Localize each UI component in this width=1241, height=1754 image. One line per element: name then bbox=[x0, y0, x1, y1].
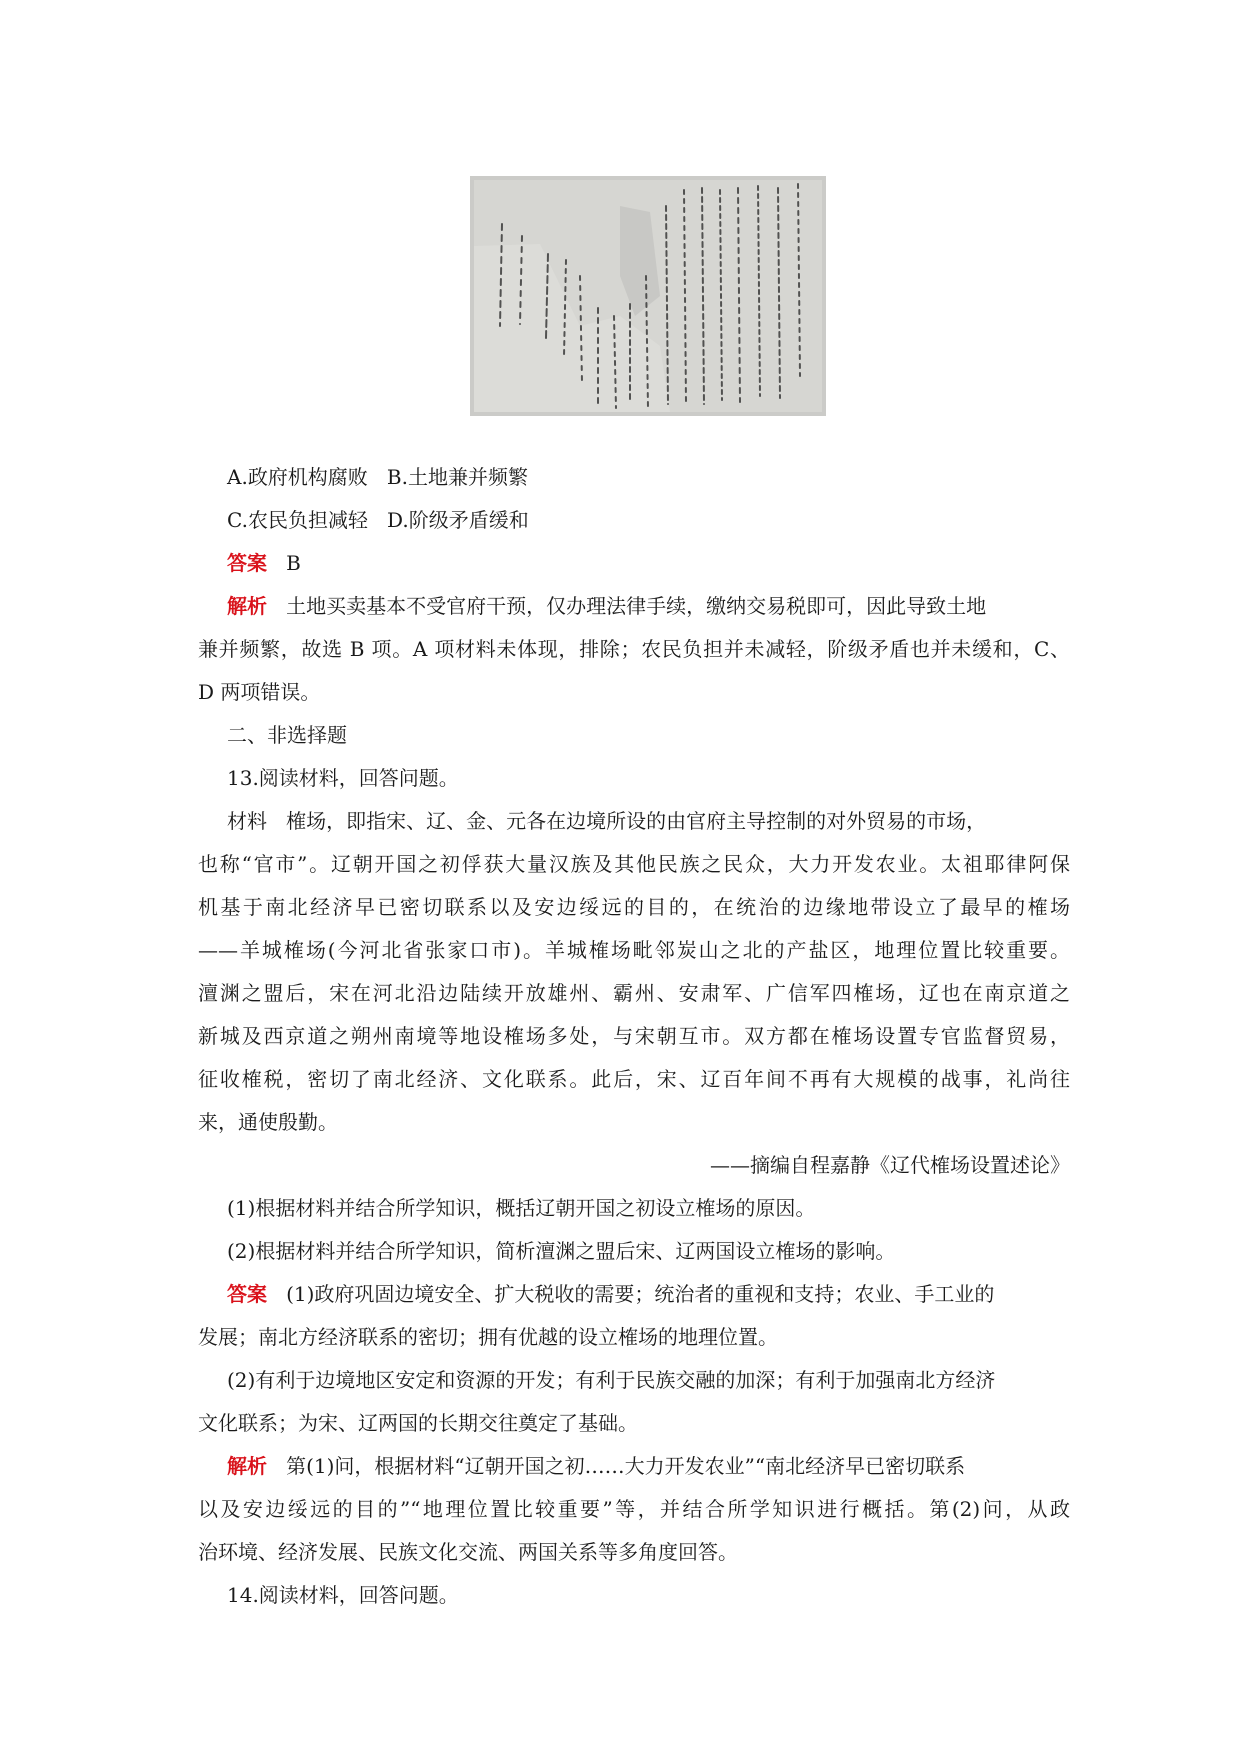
q13-analysis-line-1 bbox=[227, 1445, 965, 1488]
q12-analysis-line-2: 兼并频繁，故选 B 项。A 项材料未体现，排除；农民负担并未减轻，阶级矛盾也并未缓和，C、 bbox=[198, 637, 1070, 661]
q13-analysis-line-3: 治环境、经济发展、民族文化交流、两国关系等多角度回答。 bbox=[198, 1540, 738, 1564]
analysis-text: 土地买卖基本不受官府干预，仅办理法律手续，缴纳交易税即可，因此导致土地 bbox=[286, 594, 987, 618]
q13-subquestion-1: (1)根据材料并结合所学知识，概括辽朝开国之初设立榷场的原因。 bbox=[227, 1196, 816, 1220]
q12-analysis-line-3: D 两项错误。 bbox=[198, 680, 321, 704]
option-c-text: 农民负担减轻 bbox=[247, 508, 368, 532]
q13-material-line-6: 新城及西京道之朔州南境等地设榷场多处，与宋朝互市。双方都在榷场设置专官监督贸易， bbox=[198, 1024, 1070, 1048]
q13-material-line-3: 机基于南北经济早已密切联系以及安边绥远的目的，在统治的边缘地带设立了最早的榷场 bbox=[198, 895, 1070, 919]
answer-label: 答案 bbox=[227, 551, 267, 575]
answer-value: B bbox=[286, 551, 301, 575]
q13-material-line-7: 征收榷税，密切了南北经济、文化联系。此后，宋、辽百年间不再有大规模的战事，礼尚往 bbox=[198, 1067, 1070, 1091]
q12-answer bbox=[227, 542, 301, 585]
analysis-label: 解析 bbox=[227, 1454, 267, 1478]
q13-material-line-4: ——羊城榷场(今河北省张家口市)。羊城榷场毗邻炭山之北的产盐区，地理位置比较重要。 bbox=[198, 938, 1070, 962]
q13-answer-line-1 bbox=[227, 1273, 994, 1316]
q13-answer-line-2: 发展；南北方经济联系的密切；拥有优越的设立榷场的地理位置。 bbox=[198, 1325, 778, 1349]
analysis-text: 第(1)问，根据材料“辽朝开国之初……大力开发农业”“南北经济早已密切联系 bbox=[286, 1454, 966, 1478]
q13-stem: 13.阅读材料，回答问题。 bbox=[227, 766, 459, 790]
q13-material-line-1 bbox=[227, 800, 986, 843]
historical-deed-image bbox=[470, 176, 826, 416]
option-a-letter: A. bbox=[227, 465, 248, 489]
answer-label: 答案 bbox=[227, 1282, 267, 1306]
answer-text: (1)政府巩固边境安全、扩大税收的需要；统治者的重视和支持；农业、手工业的 bbox=[286, 1282, 995, 1306]
q13-subquestion-2: (2)根据材料并结合所学知识，简析澶渊之盟后宋、辽两国设立榷场的影响。 bbox=[227, 1239, 896, 1263]
option-d-text: 阶级矛盾缓和 bbox=[408, 508, 529, 532]
q13-answer-line-4: 文化联系；为宋、辽两国的长期交往奠定了基础。 bbox=[198, 1411, 638, 1435]
section-title: 二、非选择题 bbox=[227, 723, 347, 747]
q13-material-line-2: 也称“官市”。辽朝开国之初俘获大量汉族及其他民族之民众，大力开发农业。太祖耶律阿保 bbox=[198, 852, 1070, 876]
option-d-letter: D. bbox=[387, 508, 409, 532]
option-b-text: 土地兼并频繁 bbox=[407, 465, 528, 489]
q13-source: ——摘编自程嘉静《辽代榷场设置述论》 bbox=[710, 1153, 1070, 1177]
manuscript-drawing bbox=[470, 176, 826, 416]
q13-material-line-5: 澶渊之盟后，宋在河北沿边陆续开放雄州、霸州、安肃军、广信军四榷场，辽也在南京道之 bbox=[198, 981, 1070, 1005]
analysis-label: 解析 bbox=[227, 594, 267, 618]
options-line-ab bbox=[227, 456, 528, 499]
option-b-letter: B. bbox=[386, 465, 408, 489]
q13-answer-line-3: (2)有利于边境地区安定和资源的开发；有利于民族交融的加深；有利于加强南北方经济 bbox=[227, 1368, 996, 1392]
material-label: 材料 bbox=[227, 809, 267, 833]
option-c-letter: C. bbox=[227, 508, 248, 532]
q13-analysis-line-2: 以及安边绥远的目的”“地理位置比较重要”等，并结合所学知识进行概括。第(2)问，从政 bbox=[198, 1497, 1070, 1521]
q12-analysis-line-1 bbox=[227, 585, 986, 628]
options-line-cd bbox=[227, 499, 529, 542]
q14-stem: 14.阅读材料，回答问题。 bbox=[227, 1583, 459, 1607]
option-a-text: 政府机构腐败 bbox=[247, 465, 368, 489]
material-text: 榷场，即指宋、辽、金、元各在边境所设的由官府主导控制的对外贸易的市场， bbox=[286, 809, 987, 833]
q13-material-line-8: 来，通使殷勤。 bbox=[198, 1110, 338, 1134]
